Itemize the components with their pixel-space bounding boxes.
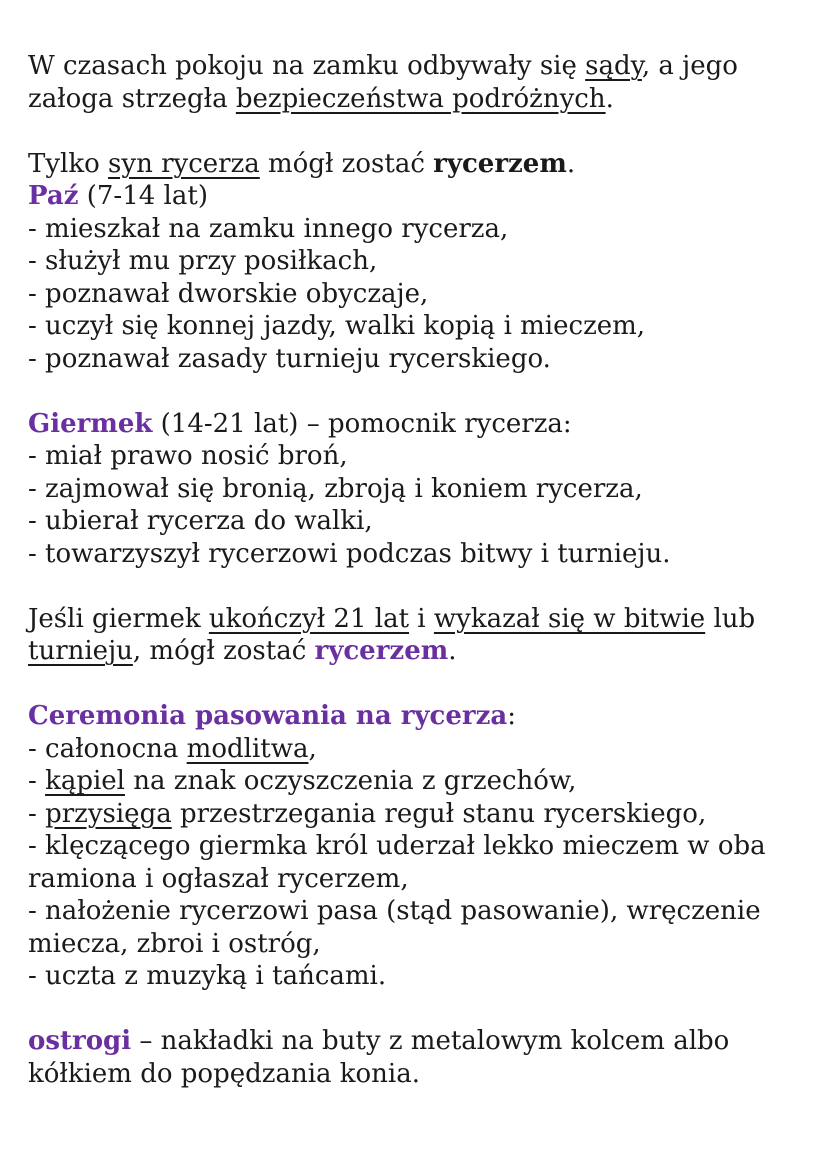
giermek-item: - miał prawo nosić broń,: [28, 441, 348, 471]
ceremonia-item: - klęczącego giermka król uderzał lekko mieczem w oba ramiona i ogłaszał rycerzem,: [28, 831, 766, 894]
text: Jeśli giermek: [28, 603, 209, 634]
giermek-item: - zajmował się bronią, zbroją i koniem rycerza,: [28, 473, 643, 504]
text: .: [448, 636, 457, 666]
underline-kapiel: kąpiel: [45, 766, 125, 796]
intro-underline-sady: sądy: [585, 51, 642, 81]
underline-turnieju: turnieju: [28, 636, 133, 666]
paz-title: Paź: [28, 181, 79, 211]
intro-text: .: [605, 83, 614, 114]
text: :: [507, 701, 516, 731]
paz-item: - poznawał zasady turnieju rycerskiego.: [28, 343, 551, 374]
ceremonia-item: - nałożenie rycerzowi pasa (stąd pasowanie), wręczenie miecza, zbroi i ostróg,: [28, 896, 761, 959]
ceremonia-item: [28, 798, 808, 831]
ostrogi-definition: [28, 1025, 808, 1090]
ceremonia-item: [28, 733, 808, 766]
text: , mógł zostać: [132, 636, 315, 666]
giermek-item: - towarzyszył rycerzowi podczas bitwy i turnieju.: [28, 538, 671, 569]
intro-paragraph: [28, 50, 808, 115]
intro-text: , a jego załoga strzegła: [28, 51, 738, 114]
giermek-title: Giermek: [28, 408, 153, 439]
bold-rycerzem: rycerzem: [433, 148, 567, 179]
text: mógł zostać: [259, 148, 434, 179]
spacer: [28, 375, 808, 408]
paz-item: - poznawał dworskie obyczaje,: [28, 278, 429, 309]
intro-underline-bezpieczenstwa: bezpieczeństwa podróżnych: [235, 83, 606, 114]
underline-ukonczyl: ukończył 21 lat: [208, 603, 410, 634]
text: -: [28, 798, 46, 829]
paz-heading: [28, 180, 808, 213]
text: ,: [308, 733, 317, 764]
condition-paragraph: [28, 603, 808, 668]
ceremonia-heading: [28, 700, 808, 733]
text: .: [566, 148, 576, 179]
purple-rycerzem: rycerzem: [314, 636, 449, 666]
underline-modlitwa: modlitwa: [186, 733, 309, 764]
document-page: [28, 50, 808, 1090]
ostrogi-term: ostrogi: [28, 1026, 132, 1056]
spacer: [28, 570, 808, 603]
ceremonia-item: [28, 765, 808, 798]
ostrogi-def: – nakładki na buty z metalowym kolcem albo kółkiem do popędzania konia.: [28, 1026, 730, 1089]
underline-wykazal: wykazał się w bitwie: [433, 603, 706, 634]
text: - całonocna: [28, 733, 187, 764]
ceremonia-item: - uczta z muzyką i tańcami.: [28, 961, 387, 991]
spacer: [28, 993, 808, 1026]
text: i: [409, 603, 434, 634]
underline-przysiega: przysięga: [45, 798, 172, 829]
text: lub: [705, 603, 756, 634]
text: na znak oczyszczenia z grzechów,: [124, 766, 577, 796]
text: przestrzegania reguł stanu rycerskiego,: [171, 798, 707, 829]
paz-item: - mieszkał na zamku innego rycerza,: [28, 213, 509, 244]
ceremonia-title: Ceremonia pasowania na rycerza: [28, 701, 508, 731]
spacer: [28, 668, 808, 701]
giermek-desc: (14-21 lat) – pomocnik rycerza:: [152, 408, 572, 439]
spacer: [28, 115, 808, 148]
giermek-heading: [28, 408, 808, 441]
only-son-line: [28, 148, 808, 181]
paz-age: (7-14 lat): [78, 181, 208, 211]
underline-syn-rycerza: syn rycerza: [108, 148, 260, 179]
text: Tylko: [28, 148, 109, 179]
intro-text: W czasach pokoju na zamku odbywały się: [28, 51, 586, 81]
paz-item: - uczył się konnej jazdy, walki kopią i mieczem,: [28, 311, 646, 341]
text: -: [28, 766, 46, 796]
paz-item: - służył mu przy posiłkach,: [28, 246, 378, 276]
giermek-item: - ubierał rycerza do walki,: [28, 506, 373, 536]
